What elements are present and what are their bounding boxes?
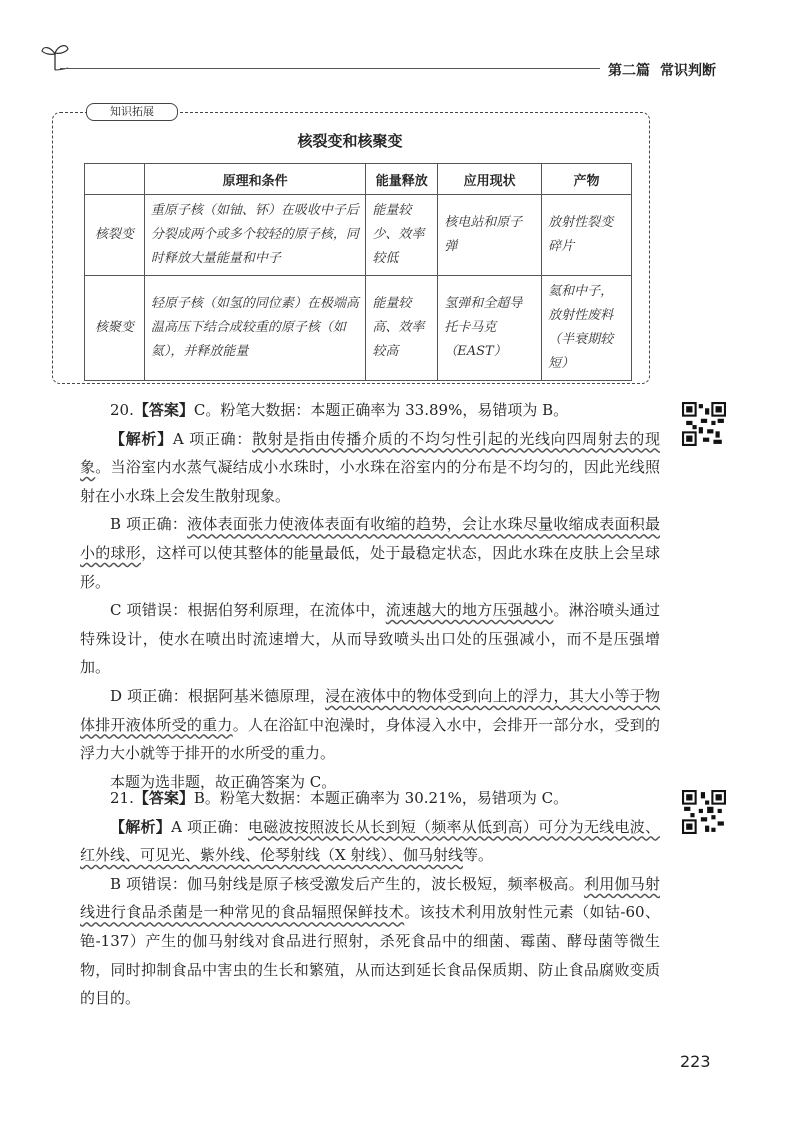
q21-b-prefix: B 项错误：伽马射线是原子核受激发后产生的，波长极短，频率极高。: [110, 874, 584, 893]
q21-a-prefix: A 项正确：: [171, 817, 249, 836]
table-cell: 轻原子核（如氢的同位素）在极端高温高压下结合成较重的原子核（如氦），并释放能量: [144, 276, 365, 381]
table-cell: 能量较少、效率较低: [366, 195, 438, 276]
q20-c-underlined: 流速越大的地方压强越小: [385, 601, 554, 620]
q20-a-rest: 。当浴室内水蒸气凝结成小水珠时，小水珠在浴室内的分布是不均匀的，因此光线照射在小水珠上会发生散射现象。: [80, 458, 660, 505]
qr-code-icon: [682, 790, 726, 834]
q20-c-prefix: C 项错误：根据伯努利原理，在流体中，: [110, 601, 386, 620]
question-20: [80, 396, 660, 796]
q20-d-rest: 。人在浴缸中泡澡时，身体浸入水中，会排开一部分水，受到的浮力大小就等于排开的水所受的重力。: [80, 715, 660, 763]
q21-option-a: [80, 813, 660, 870]
table-cell: 重原子核（如铀、钚）在吸收中子后分裂成两个或多个较轻的原子核，同时释放大量能量和中子: [144, 195, 365, 276]
q20-option-c: [80, 596, 660, 682]
q20-b-rest: ，这样可以使其整体的能量最低，处于最稳定状态，因此水珠在皮肤上会呈球形。: [80, 543, 660, 591]
running-header: [608, 60, 716, 80]
header-cell: 原理和条件: [144, 164, 365, 195]
q20-option-a: [80, 425, 660, 511]
q20-a-prefix: A 项正确：: [172, 429, 253, 448]
fission-fusion-table: [84, 163, 632, 381]
q21-a-rest: 等。: [462, 846, 493, 865]
header-section: 常识判断: [660, 63, 716, 79]
q21-b-underlined: 利用伽马射线进行食品杀菌是一种常见的食品辐照保鲜技术: [80, 874, 660, 922]
q21-answer-line: [80, 784, 660, 813]
q20-b-prefix: B 项正确：: [110, 515, 188, 534]
q20-conclusion: 本题为选非题，故正确答案为 C。: [110, 772, 337, 791]
table-row: [85, 195, 632, 276]
header-cell: 产物: [542, 164, 632, 195]
qr-code-icon: [682, 402, 726, 446]
table-cell: 氢弹和全超导托卡马克（EAST）: [438, 276, 542, 381]
q20-d-underlined: 浸在液体中的物体受到向上的浮力，其大小等于物体排开液体所受的重力: [80, 686, 660, 734]
q20-number: 20.: [110, 401, 134, 419]
table-row: [85, 276, 632, 381]
row-label: 核裂变: [85, 195, 145, 276]
table-title: 核裂变和核聚变: [297, 132, 403, 150]
table-header-row: [85, 164, 632, 195]
q20-b-underlined: 液体表面张力使液体表面有收缩的趋势，会让水珠尽量收缩成表面积最小的球形: [80, 515, 660, 562]
table-cell: 核电站和原子弹: [438, 195, 542, 276]
q21-answer-tag: 【答案】: [133, 789, 194, 807]
header-cell: [85, 164, 145, 195]
table-cell: 放射性裂变碎片: [542, 195, 632, 276]
q20-answer: C。粉笔大数据：本题正确率为 33.89%，易错项为 B。: [193, 401, 569, 419]
table-cell: 能量较高、效率较高: [366, 276, 438, 381]
table-cell: 氦和中子，放射性废料（半衰期较短）: [542, 276, 632, 381]
q20-answer-line: [80, 396, 660, 425]
q21-number: 21.: [110, 789, 134, 807]
q20-analysis-tag: 【解析】: [110, 429, 173, 448]
q20-c-rest: 。淋浴喷头通过特殊设计，使水在喷出时流速增大，从而导致喷头出口处的压强减小，而不是压强增加。: [80, 601, 660, 677]
q20-option-b: [80, 510, 660, 596]
header-cell: 能量释放: [366, 164, 438, 195]
q20-d-prefix: D 项正确：根据阿基米德原理，: [110, 686, 326, 705]
q21-a-underlined: 电磁波按照波长从长到短（频率从低到高）可分为无线电波、红外线、可见光、紫外线、伦琴射线（X 射线）、伽马射线: [80, 817, 660, 865]
knowledge-box-tab: 知识拓展: [86, 103, 178, 121]
q20-a-underlined: 散射是指由传播介质的不均匀性引起的光线向四周射去的现象: [80, 429, 660, 477]
q21-option-b: [80, 870, 660, 1013]
q20-option-d: [80, 682, 660, 768]
header-rule: [60, 68, 600, 69]
q21-answer: B。粉笔大数据：本题正确率为 30.21%，易错项为 C。: [193, 789, 569, 807]
page-number: 223: [680, 1052, 711, 1071]
q21-b-rest: 。该技术利用放射性元素（如钴-60、铯-137）产生的伽马射线对食品进行照射，杀死食品中的细菌、霉菌、酵母菌等微生物，同时抑制食品中害虫的生长和繁殖，从而达到延长食品保质期、防止食品腐败变质的目的。: [80, 903, 660, 1008]
header-cell: 应用现状: [438, 164, 542, 195]
q21-analysis-tag: 【解析】: [110, 817, 172, 836]
q20-answer-tag: 【答案】: [133, 401, 194, 419]
question-21: [80, 784, 660, 1013]
header-part: 第二篇: [608, 63, 650, 79]
row-label: 核聚变: [85, 276, 145, 381]
